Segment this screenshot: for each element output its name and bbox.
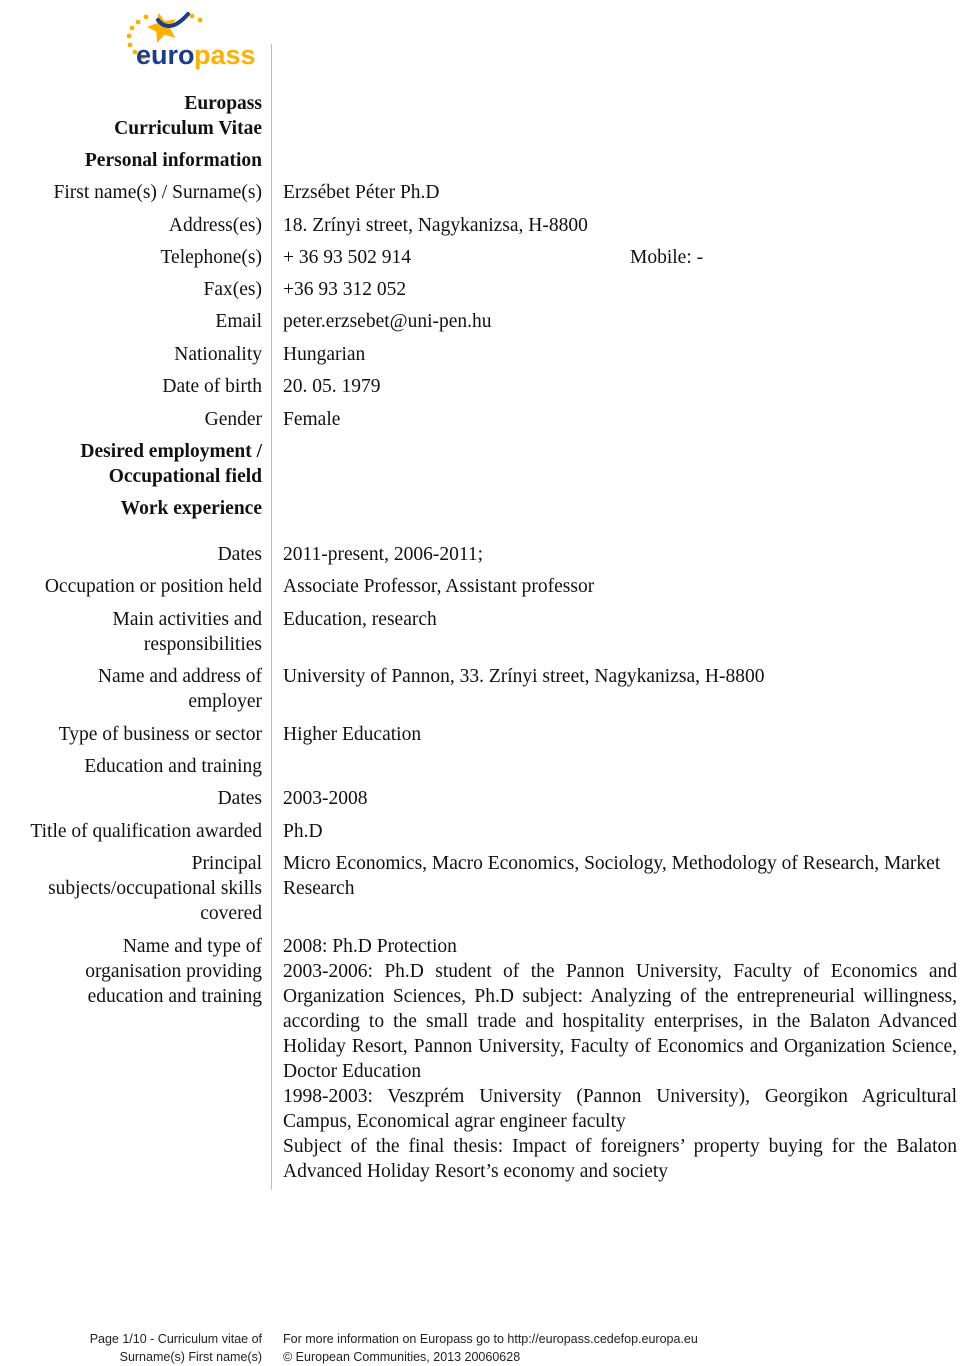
telephone-label: Telephone(s) (160, 247, 262, 268)
employer-value: University of Pannon, 33. Zrínyi street, Nagykanizsa, H-8800 (283, 666, 765, 687)
address-label: Address(es) (168, 215, 262, 236)
organisation-label-line1: Name and type of (122, 936, 262, 957)
footer-more-info[interactable]: For more information on Europass go to http://europass.cedefop.europa.eu (283, 1332, 698, 1346)
svg-text:pass: pass (194, 40, 256, 70)
telephone-value: + 36 93 502 914 (283, 247, 411, 268)
sector-value: Higher Education (283, 724, 422, 745)
fax-label: Fax(es) (203, 279, 262, 300)
footer-right (283, 1330, 698, 1366)
subjects-label-line3: covered (200, 903, 262, 924)
footer-page-info: Page 1/10 - Curriculum vitae of (89, 1332, 262, 1346)
gender-value: Female (283, 409, 341, 430)
organisation-paragraph-phd-protection: 2008: Ph.D Protection (283, 936, 457, 957)
work-dates-label: Dates (217, 544, 262, 565)
activities-value: Education, research (283, 609, 437, 630)
footer-copyright: © European Communities, 2013 20060628 (283, 1350, 521, 1364)
organisation-paragraph-veszprem: 1998-2003: Veszprém University (Pannon University), Georgikon Agricultural Campus, Economical agrar engineer faculty (283, 1086, 957, 1132)
employer-label-line2: employer (188, 691, 262, 712)
name-value: Erzsébet Péter Ph.D (283, 182, 440, 203)
qualification-value: Ph.D (283, 821, 323, 842)
work-dates-value: 2011-present, 2006-2011; (283, 544, 484, 565)
subjects-label-line1: Principal (191, 853, 262, 874)
edu-dates-value: 2003-2008 (283, 788, 368, 809)
desired-employment-line1: Desired employment / (80, 441, 262, 462)
column-divider (271, 44, 272, 1190)
activities-label-line2: responsibilities (143, 634, 262, 655)
section-education-training: Education and training (84, 756, 262, 777)
dob-value: 20. 05. 1979 (283, 376, 381, 397)
occupation-label: Occupation or position held (44, 576, 262, 597)
subjects-value: Micro Economics, Macro Economics, Sociology, Methodology of Research, Market Research (283, 853, 941, 899)
organisation-value (283, 934, 957, 1184)
email-value[interactable]: peter.erzsebet@uni-pen.hu (283, 311, 492, 332)
organisation-paragraph-phd-student: 2003-2006: Ph.D student of the Pannon University, Faculty of Economics and Organization Sciences, Ph.D subject: Analyzing of the entrepreneurial willingness, according to the small trade and hospitality enterprises, in the Balaton Advanced Holiday Resort, Pannon University, Faculty of Economics and Organization Science, Doctor Education (283, 961, 957, 1082)
address-value: 18. Zrínyi street, Nagykanizsa, H-8800 (283, 215, 588, 236)
svg-text:euro: euro (136, 40, 195, 70)
cv-title-line2: Curriculum Vitae (114, 118, 262, 139)
section-personal-information: Personal information (84, 150, 262, 171)
employer-label-line1: Name and address of (97, 666, 262, 687)
dob-label: Date of birth (162, 376, 262, 397)
europass-logo (122, 8, 272, 72)
cv-title-line1: Europass (184, 93, 262, 114)
sector-label: Type of business or sector (58, 724, 262, 745)
occupation-value: Associate Professor, Assistant professor (283, 576, 595, 597)
email-label: Email (215, 311, 262, 332)
europass-logo-graphic (122, 8, 272, 72)
edu-dates-label: Dates (217, 788, 262, 809)
footer-left (0, 1330, 262, 1366)
organisation-paragraph-thesis: Subject of the final thesis: Impact of foreigners’ property buying for the Balaton Advanced Holiday Resort’s economy and society (283, 1136, 957, 1182)
name-label: First name(s) / Surname(s) (53, 182, 262, 203)
mobile-value: Mobile: - (630, 247, 704, 268)
nationality-label: Nationality (174, 344, 262, 365)
activities-label-line1: Main activities and (112, 609, 262, 630)
qualification-label: Title of qualification awarded (30, 821, 262, 842)
fax-value: +36 93 312 052 (283, 279, 407, 300)
section-work-experience: Work experience (120, 498, 262, 519)
footer-surname-info: Surname(s) First name(s) (119, 1350, 262, 1364)
subjects-label-line2: subjects/occupational skills (48, 878, 262, 899)
organisation-label-line2: organisation providing (85, 961, 262, 982)
nationality-value: Hungarian (283, 344, 366, 365)
desired-employment-line2: Occupational field (108, 466, 262, 487)
gender-label: Gender (204, 409, 262, 430)
organisation-label-line3: education and training (87, 986, 262, 1007)
